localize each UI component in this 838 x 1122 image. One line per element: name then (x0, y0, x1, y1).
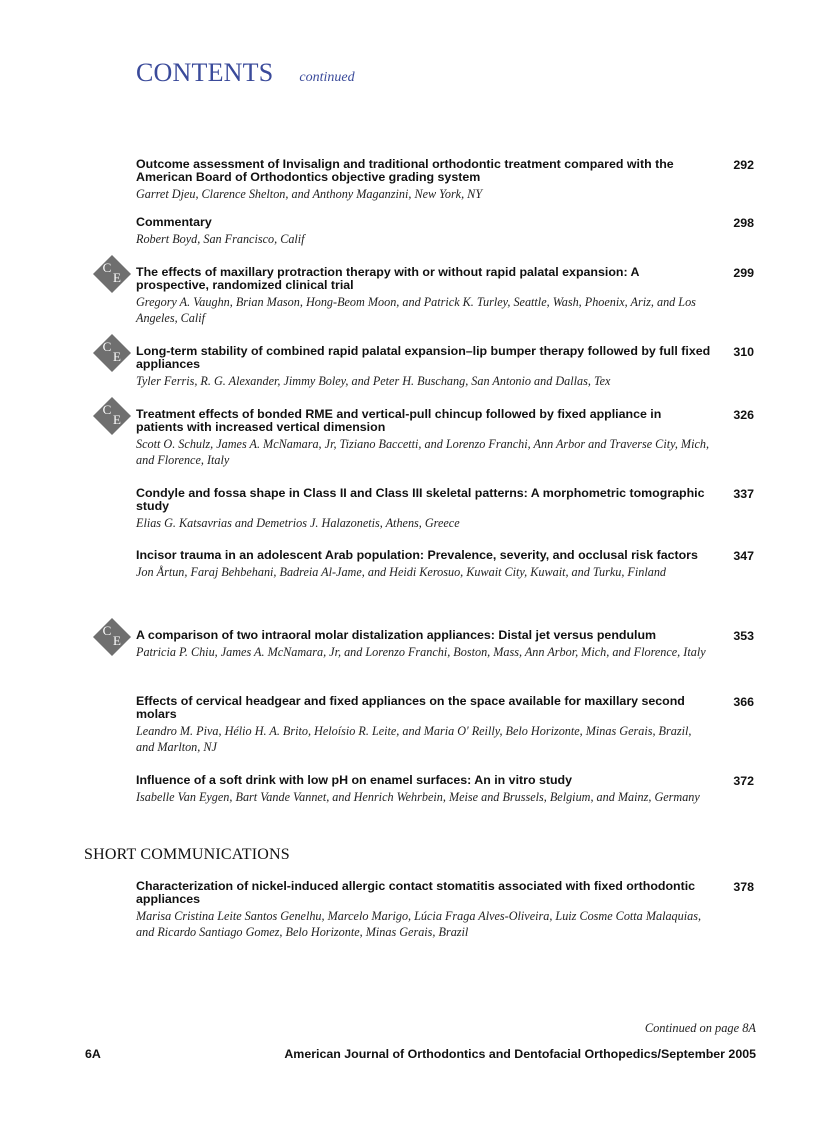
ce-credit-icon (92, 396, 132, 436)
ce-credit-icon (92, 617, 132, 657)
toc-entry[interactable] (136, 629, 756, 660)
footer-journal-title: American Journal of Orthodontics and Dentofacial Orthopedics/September 2005 (284, 1047, 756, 1061)
article-title[interactable]: Incisor trauma in an adolescent Arab population: Prevalence, severity, and occlusal risk factors (136, 548, 698, 562)
toc-entry[interactable] (136, 216, 756, 247)
article-title[interactable]: Treatment effects of bonded RME and vertical-pull chincup followed by fixed appliance in patients with increased vertical dimension (136, 407, 662, 434)
toc-entry[interactable] (136, 266, 756, 326)
article-authors: Robert Boyd, San Francisco, Calif (136, 232, 305, 246)
article-title[interactable]: Condyle and fossa shape in Class II and Class III skeletal patterns: A morphometric tomographic study (136, 486, 705, 513)
page-number: 299 (733, 266, 754, 280)
footer-page-number: 6A (85, 1047, 101, 1061)
article-authors: Patricia P. Chiu, James A. McNamara, Jr, and Lorenzo Franchi, Boston, Mass, Ann Arbor, Mich, and Florence, Italy (136, 645, 706, 659)
toc-entry[interactable] (136, 158, 756, 202)
article-authors: Marisa Cristina Leite Santos Genelhu, Marcelo Marigo, Lúcia Fraga Alves-Oliveira, Luiz Cosme Cotta Malaquias, and Ricardo Santiago Gomez, Belo Horizonte, Minas Gerais, Brazil (136, 909, 702, 939)
contents-header (136, 58, 355, 88)
ce-letter-c: C (102, 339, 112, 354)
article-title[interactable]: Characterization of nickel-induced allergic contact stomatitis associated with fixed orthodontic appliances (136, 879, 696, 906)
page-number: 353 (733, 629, 754, 643)
article-title[interactable]: Effects of cervical headgear and fixed appliances on the space available for maxillary second molars (136, 694, 685, 721)
article-authors: Leandro M. Piva, Hélio H. A. Brito, Heloísio R. Leite, and Maria O' Reilly, Belo Horizonte, Minas Gerais, Brazil, and Marlton, NJ (136, 724, 692, 754)
ce-letter-e: E (113, 349, 121, 364)
article-title[interactable]: The effects of maxillary protraction therapy with or without rapid palatal expansion: A prospective, randomized clinical trial (136, 265, 640, 292)
page-number: 292 (733, 158, 754, 172)
toc-entry[interactable] (136, 487, 756, 531)
article-title[interactable]: A comparison of two intraoral molar distalization appliances: Distal jet versus pendulum (136, 628, 657, 642)
article-title[interactable]: Long-term stability of combined rapid palatal expansion–lip bumper therapy followed by full fixed appliances (136, 344, 711, 371)
page-number: 366 (733, 695, 754, 709)
toc-entry[interactable] (136, 774, 756, 805)
toc-entry[interactable] (136, 695, 756, 755)
article-title[interactable]: Commentary (136, 215, 212, 229)
article-authors: Gregory A. Vaughn, Brian Mason, Hong-Beom Moon, and Patrick K. Turley, Seattle, Wash, Phoenix, Ariz, and Los Angeles, Calif (136, 295, 696, 325)
page-number: 347 (733, 549, 754, 563)
article-authors: Tyler Ferris, R. G. Alexander, Jimmy Boley, and Peter H. Buschang, San Antonio and Dallas, Tex (136, 374, 611, 388)
toc-entry[interactable] (136, 549, 756, 580)
toc-entry[interactable] (136, 880, 756, 940)
page-number: 378 (733, 880, 754, 894)
article-authors: Elias G. Katsavrias and Demetrios J. Halazonetis, Athens, Greece (136, 516, 460, 530)
ce-letter-e: E (113, 633, 121, 648)
article-authors: Jon Årtun, Faraj Behbehani, Badreia Al-Jame, and Heidi Kerosuo, Kuwait City, Kuwait, and Turku, Finland (136, 565, 667, 579)
page-number: 298 (733, 216, 754, 230)
continued-on-note: Continued on page 8A (644, 1021, 756, 1035)
ce-credit-icon (92, 254, 132, 294)
page-number: 337 (733, 487, 754, 501)
ce-letter-e: E (113, 270, 121, 285)
toc-entry[interactable] (136, 345, 756, 389)
article-authors: Isabelle Van Eygen, Bart Vande Vannet, and Henrich Wehrbein, Meise and Brussels, Belgium, and Mainz, Germany (136, 790, 700, 804)
ce-letter-e: E (113, 412, 121, 427)
ce-letter-c: C (102, 260, 112, 275)
page-number: 326 (733, 408, 754, 422)
continued-label: continued (299, 70, 355, 85)
page-number: 372 (733, 774, 754, 788)
ce-letter-c: C (102, 623, 112, 638)
toc-entry[interactable] (136, 408, 756, 468)
article-title[interactable]: Outcome assessment of Invisalign and traditional orthodontic treatment compared with the American Board of Orthodontics objective grading system (136, 157, 674, 184)
page-number: 310 (733, 345, 754, 359)
ce-letter-c: C (102, 402, 112, 417)
article-authors: Garret Djeu, Clarence Shelton, and Anthony Maganzini, New York, NY (136, 187, 483, 201)
article-title[interactable]: Influence of a soft drink with low pH on enamel surfaces: An in vitro study (136, 773, 573, 787)
section-heading-short-communications: SHORT COMMUNICATIONS (84, 846, 290, 863)
page-title: CONTENTS (136, 58, 274, 87)
article-authors: Scott O. Schulz, James A. McNamara, Jr, Tiziano Baccetti, and Lorenzo Franchi, Ann Arbor and Traverse City, Mich, and Florence, Italy (136, 437, 710, 467)
ce-credit-icon (92, 333, 132, 373)
